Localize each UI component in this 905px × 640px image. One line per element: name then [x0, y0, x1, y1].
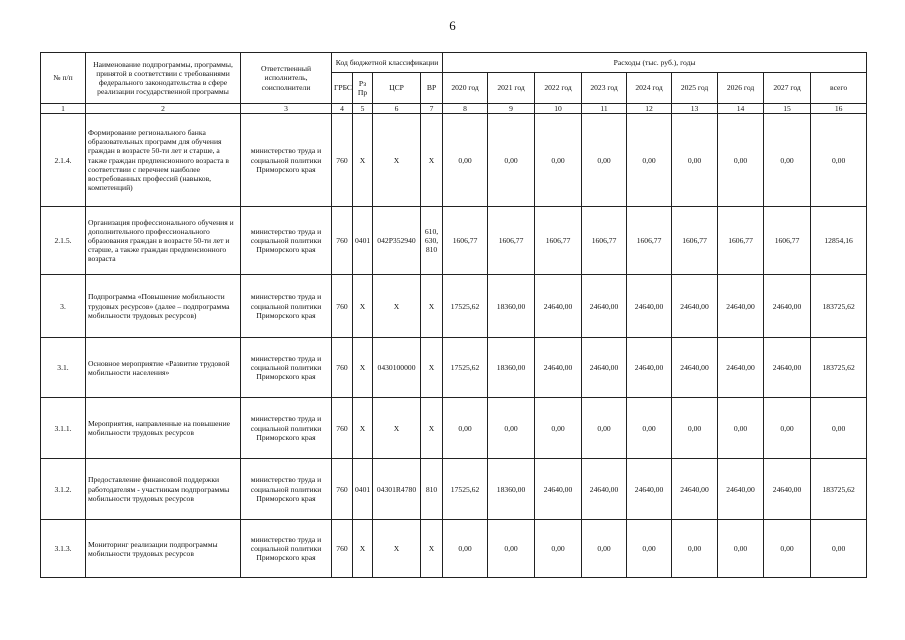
row-vr-cell: Х	[421, 275, 443, 338]
row-name-cell: Основное мероприятие «Развитие трудовой мобильности населения»	[86, 338, 241, 398]
row-year-value-cell: 0,00	[718, 114, 764, 207]
row-number-cell: 2.1.5.	[41, 207, 86, 275]
table-row	[41, 459, 867, 520]
row-name-cell: Организация профессионального обучения и дополнительного профессионального образования граждан в возрасте 50-ти лет и старше, а также граждан предпенсионного возраста	[86, 207, 241, 275]
row-year-value-cell: 18360,00	[488, 338, 535, 398]
row-year-value-cell: 24640,00	[627, 338, 672, 398]
row-year-value-cell: 1606,77	[627, 207, 672, 275]
header-year: 2021 год	[488, 73, 535, 104]
table-row	[41, 207, 867, 275]
row-number-cell: 3.1.1.	[41, 398, 86, 459]
column-index-cell: 8	[443, 104, 488, 114]
header-rzpr: Рз Пр	[353, 73, 373, 104]
row-grbs-cell: 760	[332, 275, 353, 338]
row-year-value-cell: 24640,00	[764, 275, 811, 338]
row-year-value-cell: 0,00	[488, 114, 535, 207]
row-year-value-cell: 0,00	[535, 398, 582, 459]
header-year: 2024 год	[627, 73, 672, 104]
row-vr-cell: Х	[421, 114, 443, 207]
row-grbs-cell: 760	[332, 207, 353, 275]
row-name-cell: Мероприятия, направленные на повышение мобильности трудовых ресурсов	[86, 398, 241, 459]
row-year-value-cell: 24640,00	[672, 459, 718, 520]
row-year-value-cell: 0,00	[764, 114, 811, 207]
row-year-value-cell: 1606,77	[718, 207, 764, 275]
row-year-value-cell: 0,00	[535, 520, 582, 578]
row-total-cell: 0,00	[811, 398, 867, 459]
row-rzpr-cell: Х	[353, 338, 373, 398]
row-vr-cell: Х	[421, 520, 443, 578]
row-year-value-cell: 0,00	[718, 398, 764, 459]
row-year-value-cell: 0,00	[718, 520, 764, 578]
column-index-cell: 11	[582, 104, 627, 114]
row-year-value-cell: 0,00	[443, 114, 488, 207]
row-vr-cell: Х	[421, 338, 443, 398]
row-year-value-cell: 24640,00	[535, 338, 582, 398]
row-grbs-cell: 760	[332, 459, 353, 520]
column-index-cell: 10	[535, 104, 582, 114]
table-row	[41, 275, 867, 338]
row-total-cell: 12854,16	[811, 207, 867, 275]
budget-table	[40, 52, 867, 578]
header-budget-code: Код бюджетной классификации	[332, 53, 443, 73]
row-year-value-cell: 0,00	[627, 398, 672, 459]
row-csr-cell: Х	[373, 114, 421, 207]
column-index-cell: 1	[41, 104, 86, 114]
row-vr-cell: 810	[421, 459, 443, 520]
column-index-cell: 14	[718, 104, 764, 114]
column-index-cell: 2	[86, 104, 241, 114]
row-total-cell: 183725,62	[811, 275, 867, 338]
column-index-cell: 7	[421, 104, 443, 114]
header-year: 2027 год	[764, 73, 811, 104]
row-year-value-cell: 0,00	[488, 398, 535, 459]
row-responsible-cell: министерство труда и социальной политики Приморского края	[241, 459, 332, 520]
row-csr-cell: 042P352940	[373, 207, 421, 275]
table-body	[41, 114, 867, 578]
row-csr-cell: Х	[373, 275, 421, 338]
row-responsible-cell: министерство труда и социальной политики Приморского края	[241, 114, 332, 207]
row-year-value-cell: 17525,62	[443, 459, 488, 520]
row-year-value-cell: 1606,77	[672, 207, 718, 275]
row-year-value-cell: 1606,77	[764, 207, 811, 275]
row-number-cell: 3.1.3.	[41, 520, 86, 578]
row-year-value-cell: 24640,00	[718, 275, 764, 338]
header-num: № п/п	[41, 53, 86, 104]
header-csr: ЦСР	[373, 73, 421, 104]
column-index-cell: 13	[672, 104, 718, 114]
row-year-value-cell: 24640,00	[764, 459, 811, 520]
row-rzpr-cell: 0401	[353, 207, 373, 275]
header-responsible: Ответственный исполнитель, соисполнители	[241, 53, 332, 104]
row-year-value-cell: 1606,77	[535, 207, 582, 275]
column-index-cell: 4	[332, 104, 353, 114]
column-index-cell: 12	[627, 104, 672, 114]
row-responsible-cell: министерство труда и социальной политики Приморского края	[241, 338, 332, 398]
row-year-value-cell: 0,00	[764, 398, 811, 459]
row-responsible-cell: министерство труда и социальной политики Приморского края	[241, 520, 332, 578]
row-total-cell: 0,00	[811, 520, 867, 578]
row-responsible-cell: министерство труда и социальной политики Приморского края	[241, 275, 332, 338]
row-year-value-cell: 0,00	[672, 398, 718, 459]
row-grbs-cell: 760	[332, 338, 353, 398]
header-grbs: ГРБС	[332, 73, 353, 104]
row-csr-cell: Х	[373, 398, 421, 459]
column-index-cell: 6	[373, 104, 421, 114]
header-vr: ВР	[421, 73, 443, 104]
row-year-value-cell: 0,00	[627, 114, 672, 207]
header-year: 2022 год	[535, 73, 582, 104]
row-year-value-cell: 24640,00	[764, 338, 811, 398]
row-rzpr-cell: Х	[353, 114, 373, 207]
table-row	[41, 338, 867, 398]
row-year-value-cell: 24640,00	[582, 459, 627, 520]
row-csr-cell: 0430100000	[373, 338, 421, 398]
row-year-value-cell: 0,00	[672, 520, 718, 578]
row-year-value-cell: 18360,00	[488, 275, 535, 338]
row-vr-cell: Х	[421, 398, 443, 459]
row-year-value-cell: 24640,00	[535, 459, 582, 520]
row-year-value-cell: 0,00	[764, 520, 811, 578]
row-total-cell: 183725,62	[811, 338, 867, 398]
row-name-cell: Предоставление финансовой поддержки работодателям - участникам подпрограммы мобильности трудовых ресурсов	[86, 459, 241, 520]
row-name-cell: Формирование регионального банка образовательных программ для обучения граждан в возрасте 50-ти лет и старше, а также граждан предпенсионного возраста в соответствии с перечнем наиболее востребованных профессий (навыков, компетенций)	[86, 114, 241, 207]
column-index-row	[41, 104, 867, 114]
row-year-value-cell: 1606,77	[488, 207, 535, 275]
column-index-cell: 9	[488, 104, 535, 114]
table-row	[41, 398, 867, 459]
row-grbs-cell: 760	[332, 520, 353, 578]
row-number-cell: 2.1.4.	[41, 114, 86, 207]
row-year-value-cell: 0,00	[443, 398, 488, 459]
row-year-value-cell: 18360,00	[488, 459, 535, 520]
row-year-value-cell: 24640,00	[672, 338, 718, 398]
table-row	[41, 114, 867, 207]
header-year: 2025 год	[672, 73, 718, 104]
row-number-cell: 3.1.2.	[41, 459, 86, 520]
row-year-value-cell: 24640,00	[627, 459, 672, 520]
row-year-value-cell: 0,00	[443, 520, 488, 578]
header-total: всего	[811, 73, 867, 104]
row-responsible-cell: министерство труда и социальной политики Приморского края	[241, 398, 332, 459]
row-number-cell: 3.	[41, 275, 86, 338]
row-year-value-cell: 24640,00	[582, 338, 627, 398]
row-year-value-cell: 0,00	[672, 114, 718, 207]
page-number: 6	[449, 18, 456, 33]
column-index-cell: 16	[811, 104, 867, 114]
row-rzpr-cell: Х	[353, 520, 373, 578]
row-year-value-cell: 24640,00	[718, 459, 764, 520]
row-rzpr-cell: Х	[353, 398, 373, 459]
column-index-cell: 5	[353, 104, 373, 114]
row-year-value-cell: 1606,77	[582, 207, 627, 275]
row-name-cell: Мониторинг реализации подпрограммы мобильности трудовых ресурсов	[86, 520, 241, 578]
row-year-value-cell: 24640,00	[718, 338, 764, 398]
column-index-cell: 15	[764, 104, 811, 114]
row-total-cell: 183725,62	[811, 459, 867, 520]
column-index-cell: 3	[241, 104, 332, 114]
row-responsible-cell: министерство труда и социальной политики Приморского края	[241, 207, 332, 275]
row-year-value-cell: 24640,00	[627, 275, 672, 338]
row-name-cell: Подпрограмма «Повышение мобильности трудовых ресурсов» (далее – подпрограмма мобильности трудовых ресурсов)	[86, 275, 241, 338]
row-grbs-cell: 760	[332, 114, 353, 207]
header-row-top	[41, 53, 867, 73]
header-name: Наименование подпрограммы, программы, принятой в соответствии с требованиями федерального законодательства в сфере реализации государственной программы	[86, 53, 241, 104]
header-year: 2020 год	[443, 73, 488, 104]
row-year-value-cell: 17525,62	[443, 275, 488, 338]
table-row	[41, 520, 867, 578]
row-year-value-cell: 0,00	[582, 114, 627, 207]
row-year-value-cell: 0,00	[582, 398, 627, 459]
header-expenses: Расходы (тыс. руб.), годы	[443, 53, 867, 73]
row-year-value-cell: 0,00	[582, 520, 627, 578]
row-total-cell: 0,00	[811, 114, 867, 207]
header-year: 2026 год	[718, 73, 764, 104]
row-number-cell: 3.1.	[41, 338, 86, 398]
row-vr-cell: 610, 630, 810	[421, 207, 443, 275]
row-grbs-cell: 760	[332, 398, 353, 459]
row-csr-cell: Х	[373, 520, 421, 578]
row-year-value-cell: 1606,77	[443, 207, 488, 275]
row-year-value-cell: 17525,62	[443, 338, 488, 398]
header-year: 2023 год	[582, 73, 627, 104]
row-year-value-cell: 0,00	[627, 520, 672, 578]
row-rzpr-cell: Х	[353, 275, 373, 338]
row-year-value-cell: 24640,00	[582, 275, 627, 338]
row-year-value-cell: 0,00	[535, 114, 582, 207]
row-year-value-cell: 24640,00	[535, 275, 582, 338]
row-csr-cell: 04301R4780	[373, 459, 421, 520]
row-year-value-cell: 24640,00	[672, 275, 718, 338]
row-year-value-cell: 0,00	[488, 520, 535, 578]
row-rzpr-cell: 0401	[353, 459, 373, 520]
